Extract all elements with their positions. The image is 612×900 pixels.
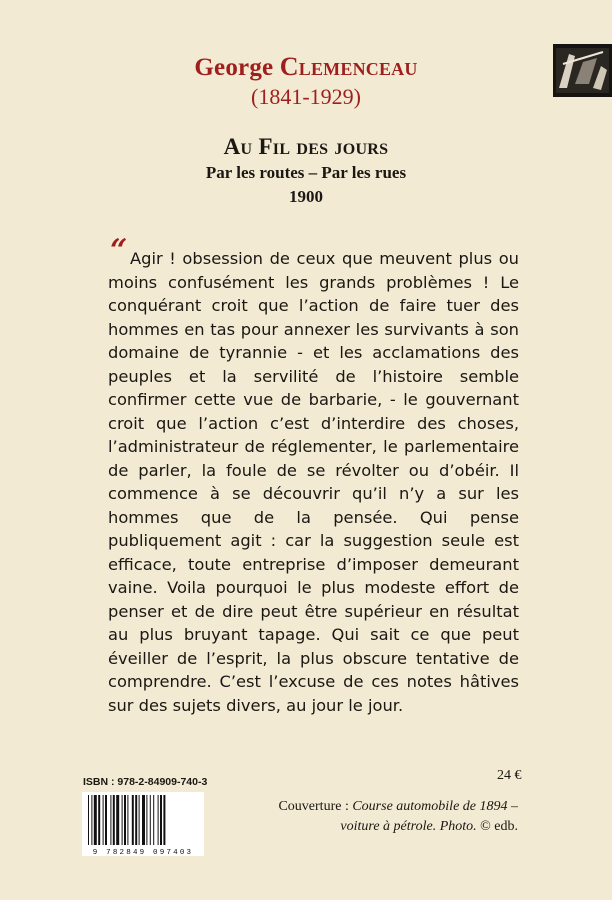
barcode-bar <box>122 795 123 845</box>
barcode-bar <box>103 795 104 845</box>
barcode-digits: 9 782849 097403 <box>92 849 194 856</box>
author-name <box>0 52 612 82</box>
author-dates: (1841-1929) <box>251 84 361 109</box>
cover-credit-suffix: © edb. <box>480 819 518 834</box>
barcode-bar <box>105 795 107 845</box>
book-title: Au Fil des jours <box>223 134 389 159</box>
barcode-bar <box>132 795 134 845</box>
barcode-bar <box>160 795 162 845</box>
isbn-label: ISBN : 978-2-84909-740-3 <box>83 776 208 788</box>
book-subtitle: Par les routes – Par les rues <box>205 163 407 182</box>
barcode-bar <box>139 795 140 845</box>
barcode-bar <box>127 795 128 845</box>
opening-quote-mark: “ <box>110 233 128 268</box>
barcode-bar <box>116 795 119 845</box>
barcode-bar <box>135 795 137 845</box>
barcode-bar <box>94 795 97 845</box>
price: 24 € <box>497 768 522 783</box>
cover-credit <box>258 797 518 837</box>
barcode-bar <box>146 795 147 845</box>
barcode-bar <box>113 795 115 845</box>
cover-credit-line1: Course automobile de 1894 – <box>352 799 518 814</box>
barcode-bar <box>98 795 100 845</box>
cover-credit-label: Couverture : <box>278 799 349 814</box>
barcode-bar <box>142 795 145 845</box>
barcode-bar <box>88 795 89 845</box>
barcode-bar <box>91 795 92 845</box>
blurb-paragraph: Agir ! obsession de ceux que meuvent plus ou moins confusément les grands problèmes ! Le conquérant croit que l’action de faire tuer des hommes en tas pour annexer les survivants à son domaine de tyrannie - et les acclamations des peuples et la servilité de l’histoire semble confirmer cette vue de barbarie, - le gouvernant croit que l’action c’est d’interdire des choses, l’administrateur de réglementer, le parlementaire de parler, la foule de se révolter ou d’obéir. Il commence à se découvrir qu’il n’y a sur les hommes que de la pensée. Qui pense publiquement agit : car la suggestion seule est efficace, toute entreprise d’imposer demeurant vaine. Voila pourquoi le plus modeste effort de penser et de dire peut être supérieur en résultat au plus bruyant tapage. Qui sait ce que peut éveiller de l’esprit, la plus obscure tentative de comprendre. C’est l’excuse de ces notes hâtives sur des sujets divers, au jour le jour. <box>108 249 519 715</box>
barcode-bar <box>124 795 126 845</box>
barcode-bar <box>163 795 165 845</box>
barcode-bar <box>153 795 154 845</box>
author-last-name: Clemenceau <box>279 52 418 81</box>
book-year: 1900 <box>289 187 323 206</box>
barcode <box>82 792 204 856</box>
publisher-logo-icon <box>553 44 612 97</box>
barcode-bar <box>110 795 111 845</box>
cover-credit-line2: voiture à pétrole. Photo. <box>340 819 477 834</box>
barcode-bar <box>158 795 159 845</box>
barcode-bar <box>150 795 151 845</box>
author-first-name: George <box>194 54 274 81</box>
